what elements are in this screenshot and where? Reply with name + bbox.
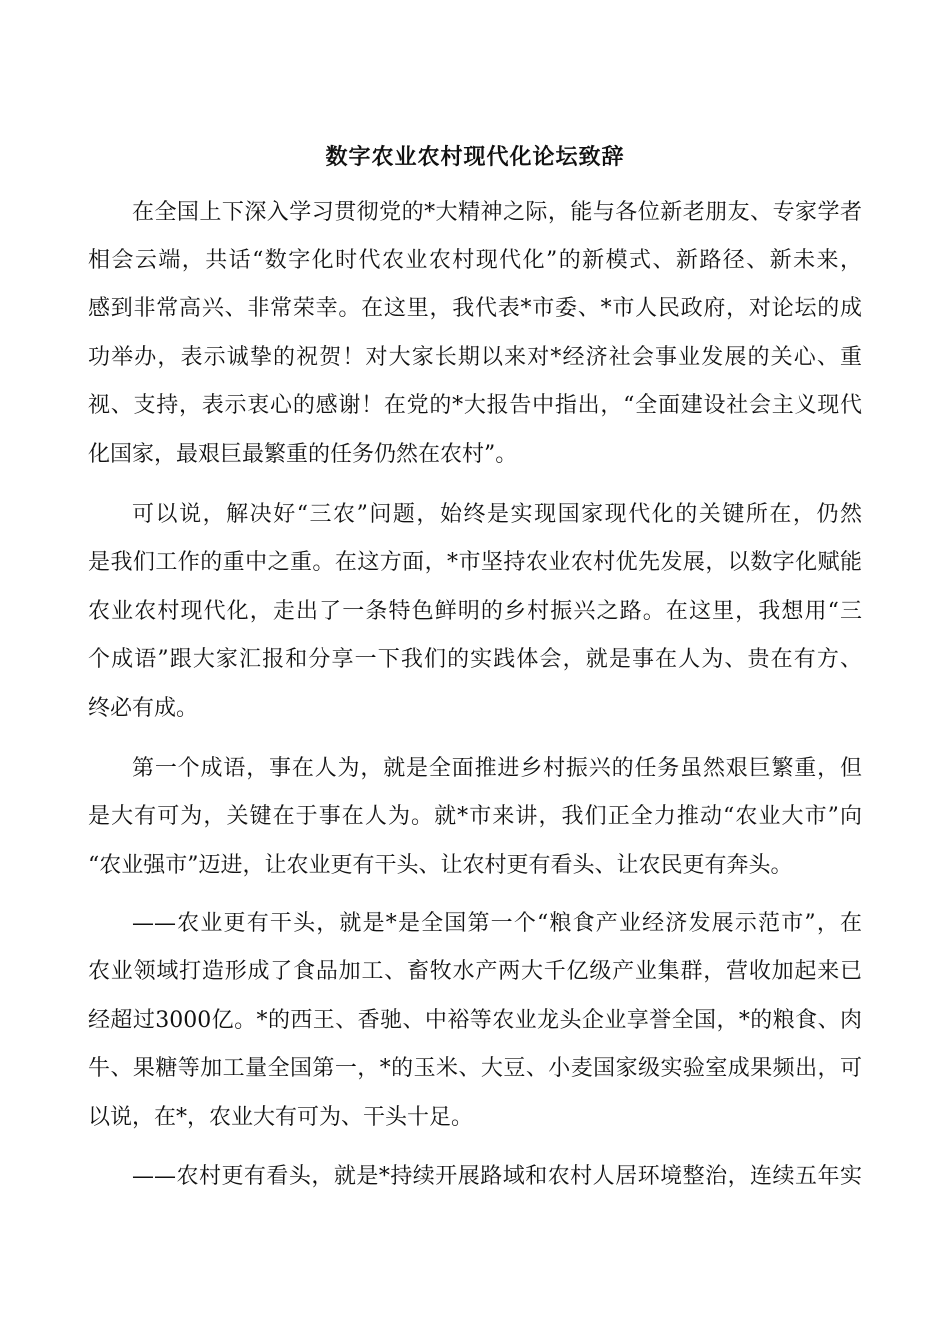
document-title: 数字农业农村现代化论坛致辞 (325, 144, 625, 170)
paragraph-2-line-4: 个成语”跟大家汇报和分享一下我们的实践体会，就是事在人为、贵在有方、 (88, 647, 862, 672)
paragraph-4-line-3: 经超过3000亿。*的西王、香驰、中裕等农业龙头企业享誉全国，*的粮食、肉 (88, 1008, 862, 1033)
paragraph-3-line-3: “农业强市”迈进，让农业更有干头、让农村更有看头、让农民更有奔头。 (88, 853, 793, 878)
paragraph-1-line-3: 感到非常高兴、非常荣幸。在这里，我代表*市委、*市人民政府，对论坛的成 (88, 296, 862, 321)
paragraph-1-line-5: 视、支持，表示衷心的感谢！在党的*大报告中指出，“全面建设社会主义现代 (88, 393, 862, 418)
paragraph-2-line-2: 是我们工作的重中之重。在这方面，*市坚持农业农村优先发展，以数字化赋能 (88, 550, 862, 575)
paragraph-3-line-2: 是大有可为，关键在于事在人为。就*市来讲，我们正全力推动“农业大市”向 (88, 804, 862, 829)
paragraph-4-line-2: 农业领域打造形成了食品加工、畜牧水产两大千亿级产业集群，营收加起来已 (88, 959, 862, 984)
paragraph-3-line-1: 第一个成语，事在人为，就是全面推进乡村振兴的任务虽然艰巨繁重，但 (132, 756, 862, 781)
paragraph-4-line-4: 牛、果糖等加工量全国第一，*的玉米、大豆、小麦国家级实验室成果频出，可 (88, 1056, 862, 1081)
paragraph-2-line-3: 农业农村现代化，走出了一条特色鲜明的乡村振兴之路。在这里，我想用“三 (88, 599, 862, 624)
paragraph-5-line-1: ——农村更有看头，就是*持续开展路域和农村人居环境整治，连续五年实 (132, 1164, 862, 1189)
paragraph-1-line-2: 相会云端，共话“数字化时代农业农村现代化”的新模式、新路径、新未来， (88, 248, 862, 273)
paragraph-2-line-1: 可以说，解决好“三农”问题，始终是实现国家现代化的关键所在，仍然 (132, 502, 862, 527)
paragraph-1-line-6: 化国家，最艰巨最繁重的任务仍然在农村”。 (88, 442, 518, 467)
paragraph-4-line-5: 以说，在*，农业大有可为、干头十足。 (88, 1105, 474, 1130)
paragraph-1-line-4: 功举办，表示诚挚的祝贺！对大家长期以来对*经济社会事业发展的关心、重 (88, 345, 862, 370)
paragraph-2-line-5: 终必有成。 (88, 696, 199, 721)
paragraph-4-line-1: ——农业更有干头，就是*是全国第一个“粮食产业经济发展示范市”，在 (132, 911, 862, 936)
paragraph-1-line-1: 在全国上下深入学习贯彻党的*大精神之际，能与各位新老朋友、专家学者 (132, 200, 862, 225)
